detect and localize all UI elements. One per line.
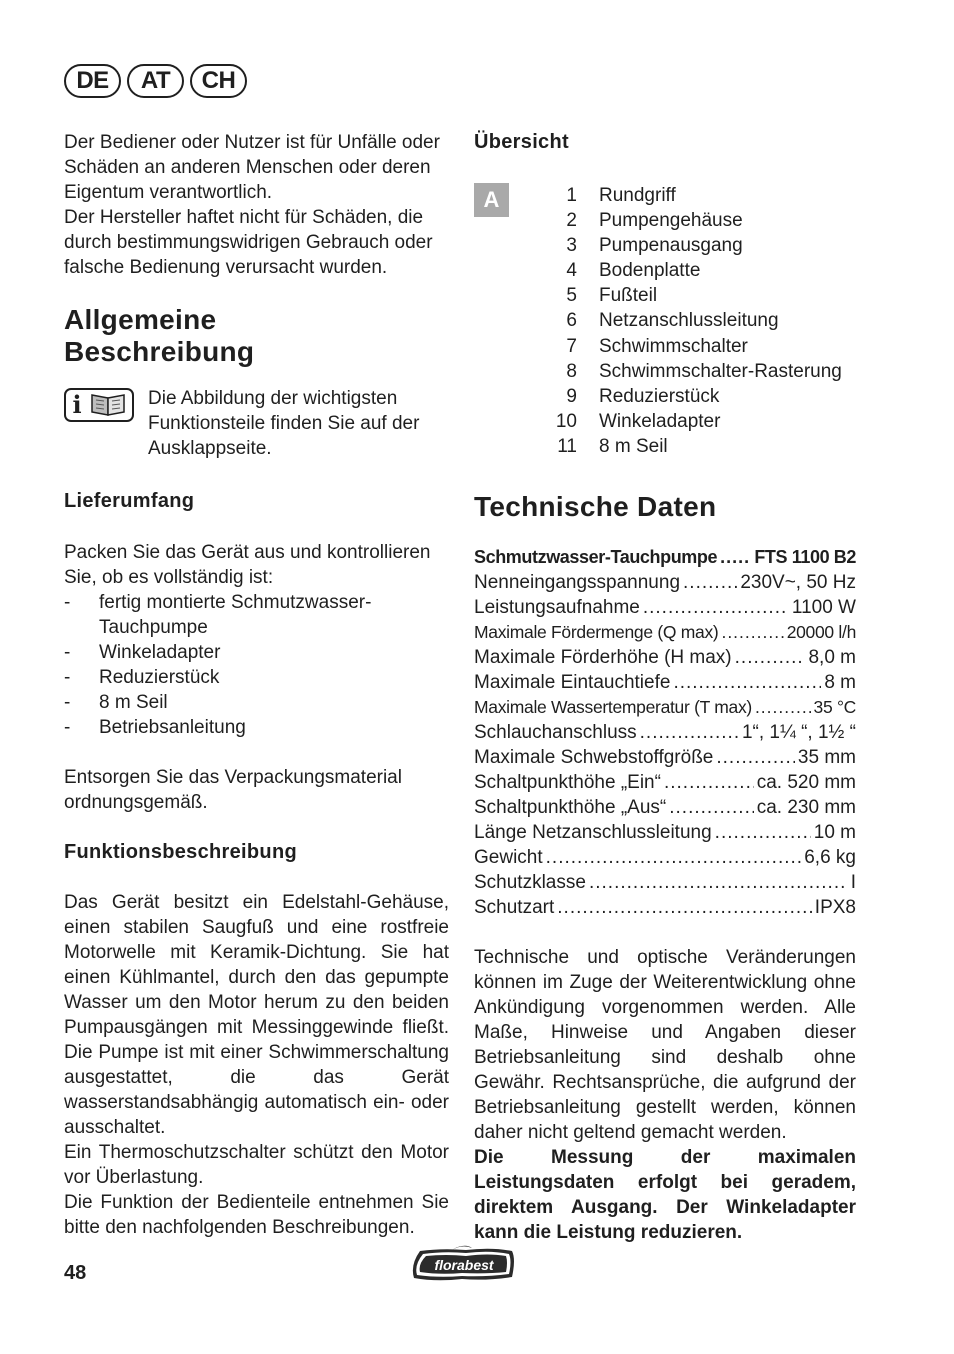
- item-number: 5: [566, 285, 577, 307]
- spec-value: ca. 520 mm: [756, 772, 856, 794]
- spec-key: Leistungsaufnahme: [474, 597, 640, 619]
- delivery-intro: Packen Sie das Gerät aus und kontrollieren Sie, ob es vollständig ist:: [64, 542, 431, 588]
- list-item: - Winkeladapter: [64, 642, 221, 663]
- list-item: [531, 283, 842, 308]
- spec-row: [474, 820, 856, 845]
- function-heading: Funktionsbeschreibung: [64, 841, 297, 863]
- country-tag-ch: CH: [190, 64, 247, 98]
- florabest-logo: [406, 1245, 520, 1285]
- info-foldout-icon: i: [64, 388, 134, 422]
- spec-row: [474, 570, 856, 595]
- spec-row: [474, 745, 856, 770]
- function-paragraph: Die Funktion der Bedienteile entnehmen Sie bitte den nachfolgenden Beschreibungen.: [64, 1192, 449, 1238]
- spec-key: Maximale Fördermenge (Q max): [474, 622, 719, 643]
- spec-value: 230V~, 50 Hz: [740, 572, 856, 594]
- delivery-heading: Lieferumfang: [64, 490, 195, 512]
- list-item: [531, 183, 842, 208]
- item-label: Schwimmschalter-Rasterung: [599, 360, 842, 382]
- spec-value: 6,6 kg: [804, 847, 856, 869]
- spec-key: Länge Netzanschlussleitung: [474, 822, 712, 844]
- list-item: [531, 359, 842, 384]
- spec-key: Schutzklasse: [474, 872, 586, 894]
- spec-row: [474, 845, 856, 870]
- list-item: - fertig montierte Schmutzwasser-Tauchpumpe: [64, 590, 449, 640]
- spec-value: 35 °C: [813, 697, 856, 718]
- item-label: Pumpenausgang: [599, 235, 743, 257]
- list-item-text: 8 m Seil: [99, 692, 168, 713]
- item-number: 9: [566, 385, 577, 407]
- list-item: [531, 409, 842, 434]
- brand-name: florabest: [434, 1257, 494, 1273]
- spec-value: 1100 W: [791, 597, 856, 619]
- list-item-text: Reduzierstück: [99, 667, 220, 688]
- spec-value: 8 m: [824, 672, 856, 694]
- spec-value: 8,0 m: [808, 647, 856, 669]
- spec-row: [474, 770, 856, 795]
- item-label: Schwimmschalter: [599, 335, 748, 357]
- delivery-list: [64, 590, 449, 740]
- spec-key: Maximale Schwebstoffgröße: [474, 747, 714, 769]
- info-note: [64, 386, 449, 461]
- spec-value: 35 mm: [797, 747, 856, 769]
- spec-row: [474, 720, 856, 745]
- spec-value: IPX8: [814, 897, 856, 919]
- spec-row: [474, 545, 856, 570]
- list-item-text: Betriebsanleitung: [99, 717, 246, 738]
- left-column: [64, 130, 449, 1240]
- item-number: 7: [566, 335, 577, 357]
- spec-row: [474, 695, 856, 720]
- spec-table: [474, 545, 856, 920]
- item-label: Bodenplatte: [599, 260, 701, 282]
- spec-key: Schaltpunkthöhe „Aus“: [474, 797, 667, 819]
- function-text: [64, 890, 449, 1240]
- item-number: 11: [557, 435, 577, 457]
- intro-paragraph: Der Hersteller haftet nicht für Schäden, die durch bestimmungswidrigen Gebrauch oder falsche Bedienung verursacht wurden.: [64, 207, 433, 278]
- list-item: [531, 308, 842, 333]
- spec-value: ca. 230 mm: [756, 797, 856, 819]
- heading-line: Allgemeine: [64, 304, 217, 335]
- country-tag-at: AT: [127, 64, 184, 98]
- item-label: Rundgriff: [599, 185, 676, 206]
- country-tags: [64, 64, 247, 98]
- spec-row: [474, 670, 856, 695]
- overview: [474, 183, 856, 459]
- list-item: [531, 208, 842, 233]
- spec-value: 10 m: [813, 822, 856, 844]
- spec-value: FTS 1100 B2: [754, 547, 856, 568]
- country-tag-de: DE: [64, 64, 121, 98]
- spec-key: Schmutzwasser-Tauchpumpe: [474, 547, 718, 568]
- overview-heading: Übersicht: [474, 131, 569, 153]
- tech-data-heading: Technische Daten: [474, 491, 717, 523]
- function-paragraph: Ein Thermoschutzschalter schützt den Motor vor Überlastung.: [64, 1142, 449, 1188]
- page-number: 48: [64, 1262, 87, 1284]
- intro-text: [64, 130, 449, 280]
- measurement-note: Die Messung der maximalen Leistungsdaten erfolgt bei geradem, direktem Ausgang. Der Winkeladapter kann die Leistung reduzieren.: [474, 1147, 856, 1244]
- list-item: [531, 334, 842, 359]
- spec-key: Schlauchanschluss: [474, 722, 637, 744]
- spec-row: [474, 620, 856, 645]
- spec-key: Maximale Wassertemperatur (T max): [474, 697, 752, 718]
- changes-text: Technische und optische Veränderungen können im Zuge der Weiterentwicklung ohne Ankündigung vorgenommen werden. Alle Maße, Hinweise und Angaben dieser Betriebsanleitung sind deshalb ohne Gewähr. Rechtsansprüche, die aufgrund der Betriebsanleitung gestellt werden, können daher nicht geltend gemacht werden.: [474, 947, 856, 1144]
- list-item: [531, 384, 842, 409]
- item-label: 8 m Seil: [599, 435, 668, 457]
- spec-row: [474, 645, 856, 670]
- item-number: 6: [566, 310, 577, 332]
- spec-row: [474, 895, 856, 920]
- spec-value: 1“, 1¼ “, 1½ “: [741, 722, 856, 744]
- list-item: - Reduzierstück: [64, 667, 220, 688]
- general-description-heading: [64, 304, 449, 368]
- info-text: Die Abbildung der wichtigsten Funktionsteile finden Sie auf der Ausklappseite.: [148, 388, 420, 459]
- spec-key: Schaltpunkthöhe „Ein“: [474, 772, 661, 794]
- item-label: Winkeladapter: [599, 410, 721, 432]
- spec-key: Maximale Förderhöhe (H max): [474, 647, 732, 669]
- spec-key: Nenneingangsspannung: [474, 572, 681, 594]
- spec-key: Maximale Eintauchtiefe: [474, 672, 671, 694]
- item-number: 2: [566, 210, 577, 232]
- disposal-text: Entsorgen Sie das Verpackungsmaterial ordnungsgemäß.: [64, 767, 402, 813]
- item-label: Fußteil: [599, 285, 658, 307]
- spec-value: I: [850, 872, 856, 894]
- heading-line: Beschreibung: [64, 336, 255, 367]
- item-number: 3: [566, 235, 577, 257]
- list-item-text: fertig montierte Schmutzwasser-Tauchpumpe: [99, 592, 372, 638]
- item-number: 10: [555, 410, 577, 432]
- spec-row: [474, 595, 856, 620]
- item-label: Netzanschlussleitung: [599, 310, 779, 332]
- overview-list: [531, 183, 842, 459]
- list-item: [531, 233, 842, 258]
- list-item-text: Winkeladapter: [99, 642, 221, 663]
- item-label: Reduzierstück: [599, 385, 720, 407]
- list-item: [531, 434, 842, 459]
- list-item: - 8 m Seil: [64, 692, 168, 713]
- spec-key: Gewicht: [474, 847, 543, 869]
- spec-key: Schutzart: [474, 897, 555, 919]
- item-number: 8: [566, 360, 577, 382]
- item-number: 1: [566, 185, 577, 206]
- figure-badge: A: [474, 183, 509, 217]
- item-number: 4: [566, 260, 577, 282]
- function-paragraph: Das Gerät besitzt ein Edelstahl-Gehäuse, einen stabilen Saugfuß und eine rostfreie Motorwelle mit Keramik-Dichtung. Sie hat einen Kühlmantel, durch den das gepumpte Wasser um den Motor herum zu den beiden Pumpausgängen mit Messinggewinde fließt. Die Pumpe ist mit einer Schwimmerschaltung ausgestattet, die das Gerät wasserstandsabhängig automatisch ein- oder ausschaltet.: [64, 892, 449, 1138]
- spec-row: [474, 870, 856, 895]
- item-label: Pumpengehäuse: [599, 210, 743, 232]
- spec-value: 20000 l/h: [786, 622, 856, 643]
- list-item: - Betriebsanleitung: [64, 717, 246, 738]
- right-column: [474, 130, 856, 1245]
- spec-row: [474, 795, 856, 820]
- intro-paragraph: Der Bediener oder Nutzer ist für Unfälle oder Schäden an anderen Menschen oder deren Eigentum verantwortlich.: [64, 132, 440, 203]
- list-item: [531, 258, 842, 283]
